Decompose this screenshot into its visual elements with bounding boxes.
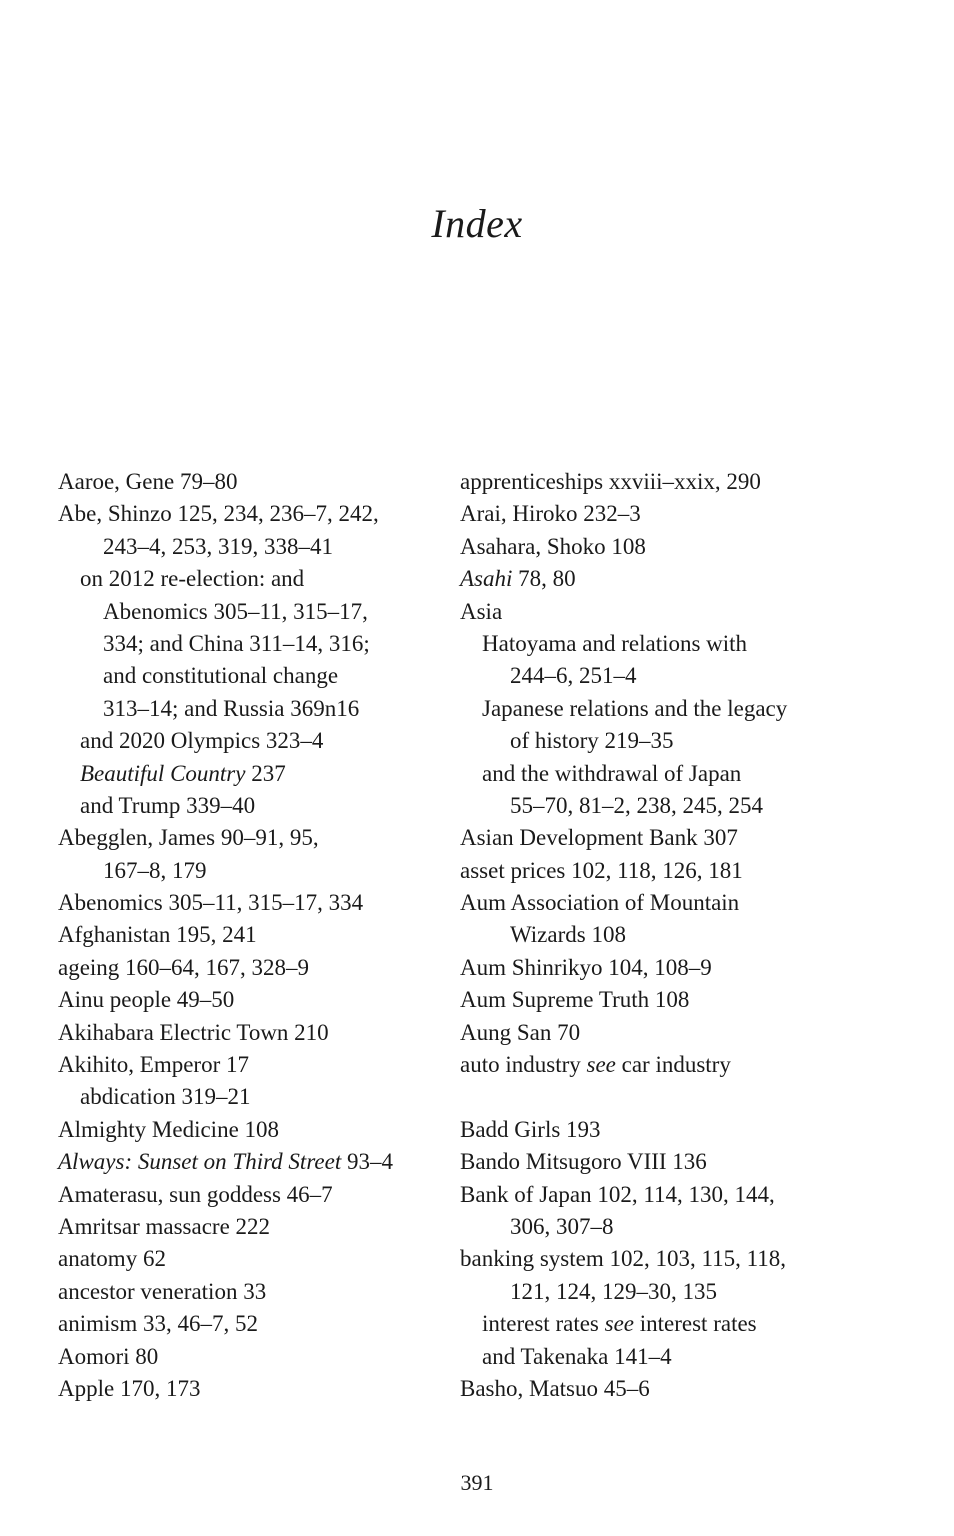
index-entry-text: ancestor veneration 33 — [58, 1278, 267, 1304]
index-entry — [460, 725, 860, 757]
index-entry — [58, 822, 458, 854]
index-entry-text: Akihabara Electric Town 210 — [58, 1019, 329, 1045]
index-entry — [460, 531, 860, 563]
index-entry — [460, 628, 860, 660]
index-entry-text: 313–14; and Russia 369n16 — [103, 695, 360, 721]
index-entry — [58, 1146, 458, 1178]
index-entry — [58, 693, 458, 725]
index-entry-text: Japanese relations and the legacy — [482, 695, 788, 721]
index-entry-text: Amritsar massacre 222 — [58, 1213, 271, 1239]
index-entry-text: Wizards 108 — [510, 922, 626, 948]
index-entry-text: Apple 170, 173 — [58, 1375, 201, 1401]
index-entry — [460, 984, 860, 1016]
index-entry-text: 243–4, 253, 319, 338–41 — [103, 533, 333, 559]
index-entry — [58, 596, 458, 628]
see-target: car industry — [615, 1052, 731, 1078]
index-entry — [460, 1017, 860, 1049]
index-entry-text: Aum Shinrikyo 104, 108–9 — [460, 954, 712, 980]
index-entry-text: Almighty Medicine 108 — [58, 1116, 280, 1142]
index-entry — [58, 628, 458, 660]
index-entry-text: 121, 124, 129–30, 135 — [510, 1278, 717, 1304]
index-entry-text: Asahi — [460, 566, 513, 592]
index-entry — [460, 919, 860, 951]
index-entry — [460, 1049, 860, 1081]
index-entry-text: abdication 319–21 — [80, 1084, 251, 1110]
index-entry-text: Amaterasu, sun goddess 46–7 — [58, 1181, 333, 1207]
see-target: interest rates — [634, 1311, 757, 1337]
index-entry-text: Abenomics 305–11, 315–17, 334 — [58, 890, 364, 916]
index-entry-text: Akihito, Emperor 17 — [58, 1052, 249, 1078]
index-entry-text: Asia — [460, 598, 503, 624]
index-entry-text: Hatoyama and relations with — [482, 630, 748, 656]
index-entry — [58, 563, 458, 595]
index-entry-text: apprenticeships xxviii–xxix, 290 — [460, 469, 761, 494]
index-entry — [58, 1276, 458, 1308]
index-entry — [58, 919, 458, 951]
index-entry-text: Badd Girls 193 — [460, 1116, 601, 1142]
page-refs: 237 — [245, 760, 286, 786]
index-entry-text: Aum Supreme Truth 108 — [460, 987, 690, 1013]
index-entry-text: Bank of Japan 102, 114, 130, 144, — [460, 1181, 775, 1207]
index-entry — [460, 1373, 860, 1405]
index-entry — [460, 693, 860, 725]
index-entry — [460, 596, 860, 628]
see-reference: see — [604, 1311, 634, 1337]
index-entry — [460, 1341, 860, 1373]
index-entry — [460, 1081, 860, 1113]
index-entry-text: Abegglen, James 90–91, 95, — [58, 825, 319, 851]
index-entry-text: and Trump 339–40 — [80, 792, 256, 818]
index-entry-text: Beautiful Country — [80, 760, 246, 786]
index-entry — [460, 952, 860, 984]
index-entry-text: animism 33, 46–7, 52 — [58, 1311, 258, 1337]
index-entry — [58, 887, 458, 919]
index-entry-text: 244–6, 251–4 — [510, 663, 637, 689]
index-column-left — [58, 466, 458, 1405]
index-entry-text: Abe, Shinzo 125, 234, 236–7, 242, — [58, 501, 379, 527]
index-entry-text: Asian Development Bank 307 — [460, 825, 738, 851]
index-entry-text: 55–70, 81–2, 238, 245, 254 — [510, 792, 763, 818]
index-entry — [58, 758, 458, 790]
index-entry-text: Bando Mitsugoro VIII 136 — [460, 1149, 707, 1175]
index-entry-text: ageing 160–64, 167, 328–9 — [58, 954, 310, 980]
index-entry-text: Basho, Matsuo 45–6 — [460, 1375, 650, 1401]
index-entry — [58, 1114, 458, 1146]
index-entry — [58, 952, 458, 984]
index-entry-text: Arai, Hiroko 232–3 — [460, 501, 641, 527]
index-entry — [58, 790, 458, 822]
index-entry-text: Aomori 80 — [58, 1343, 159, 1369]
index-entry — [460, 887, 860, 919]
index-entry — [58, 1179, 458, 1211]
index-entry-text: Aum Association of Mountain — [460, 890, 740, 916]
index-entry — [460, 822, 860, 854]
index-entry — [58, 1341, 458, 1373]
index-entry-text: banking system 102, 103, 115, 118, — [460, 1246, 787, 1272]
index-entry-text: on 2012 re-election: and — [80, 566, 305, 592]
index-entry — [58, 1049, 458, 1081]
index-entry-text: Aung San 70 — [460, 1019, 581, 1045]
index-entry — [460, 790, 860, 822]
page-number: 391 — [460, 1470, 494, 1495]
index-entry — [460, 1308, 860, 1340]
index-entry — [460, 1276, 860, 1308]
page-refs: 93–4 — [341, 1149, 393, 1175]
index-entry-text: and Takenaka 141–4 — [482, 1343, 672, 1369]
index-entry — [58, 725, 458, 757]
index-entry-text: 306, 307–8 — [510, 1213, 614, 1239]
index-entry-text: and the withdrawal of Japan — [482, 760, 742, 786]
index-entry-text: Ainu people 49–50 — [58, 987, 235, 1013]
index-entry — [460, 855, 860, 887]
index-entry — [460, 758, 860, 790]
index-entry — [460, 660, 860, 692]
index-entry-text: and 2020 Olympics 323–4 — [80, 728, 324, 754]
index-entry — [460, 1146, 860, 1178]
index-entry — [58, 1243, 458, 1275]
index-entry — [460, 1243, 860, 1275]
index-entry-text: of history 219–35 — [510, 728, 674, 754]
index-entry — [460, 1114, 860, 1146]
see-reference: see — [586, 1052, 616, 1078]
index-entry-text: interest rates — [482, 1311, 605, 1337]
index-entry — [58, 1373, 458, 1405]
index-entry — [460, 1211, 860, 1243]
index-entry — [460, 563, 860, 595]
index-entry — [58, 1017, 458, 1049]
index-entry-text: 334; and China 311–14, 316; — [103, 630, 370, 656]
index-entry — [58, 855, 458, 887]
index-entry-text: and constitutional change — [103, 663, 339, 689]
index-entry — [58, 1308, 458, 1340]
index-entry — [460, 1179, 860, 1211]
index-entry — [58, 984, 458, 1016]
page-title: Index — [431, 201, 523, 246]
index-entry — [58, 1211, 458, 1243]
index-entry-text: asset prices 102, 118, 126, 181 — [460, 857, 743, 883]
index-entry — [58, 498, 458, 530]
page-refs: 78, 80 — [512, 566, 576, 592]
index-entry-text: Asahara, Shoko 108 — [460, 533, 646, 559]
index-entry-text: auto industry — [460, 1052, 587, 1078]
index-entry — [460, 498, 860, 530]
index-column-right — [460, 466, 860, 1405]
index-entry-text: 167–8, 179 — [103, 857, 207, 883]
index-entry — [58, 466, 458, 498]
index-entry-text: Always: Sunset on Third Street — [58, 1149, 342, 1175]
index-entry-text: anatomy 62 — [58, 1246, 166, 1272]
index-entry — [58, 660, 458, 692]
index-entry-text: Afghanistan 195, 241 — [58, 922, 257, 948]
index-entry — [58, 531, 458, 563]
index-entry — [460, 466, 860, 498]
index-entry — [58, 1081, 458, 1113]
index-entry-text: Abenomics 305–11, 315–17, — [103, 598, 368, 624]
index-entry-text: Aaroe, Gene 79–80 — [58, 469, 238, 494]
